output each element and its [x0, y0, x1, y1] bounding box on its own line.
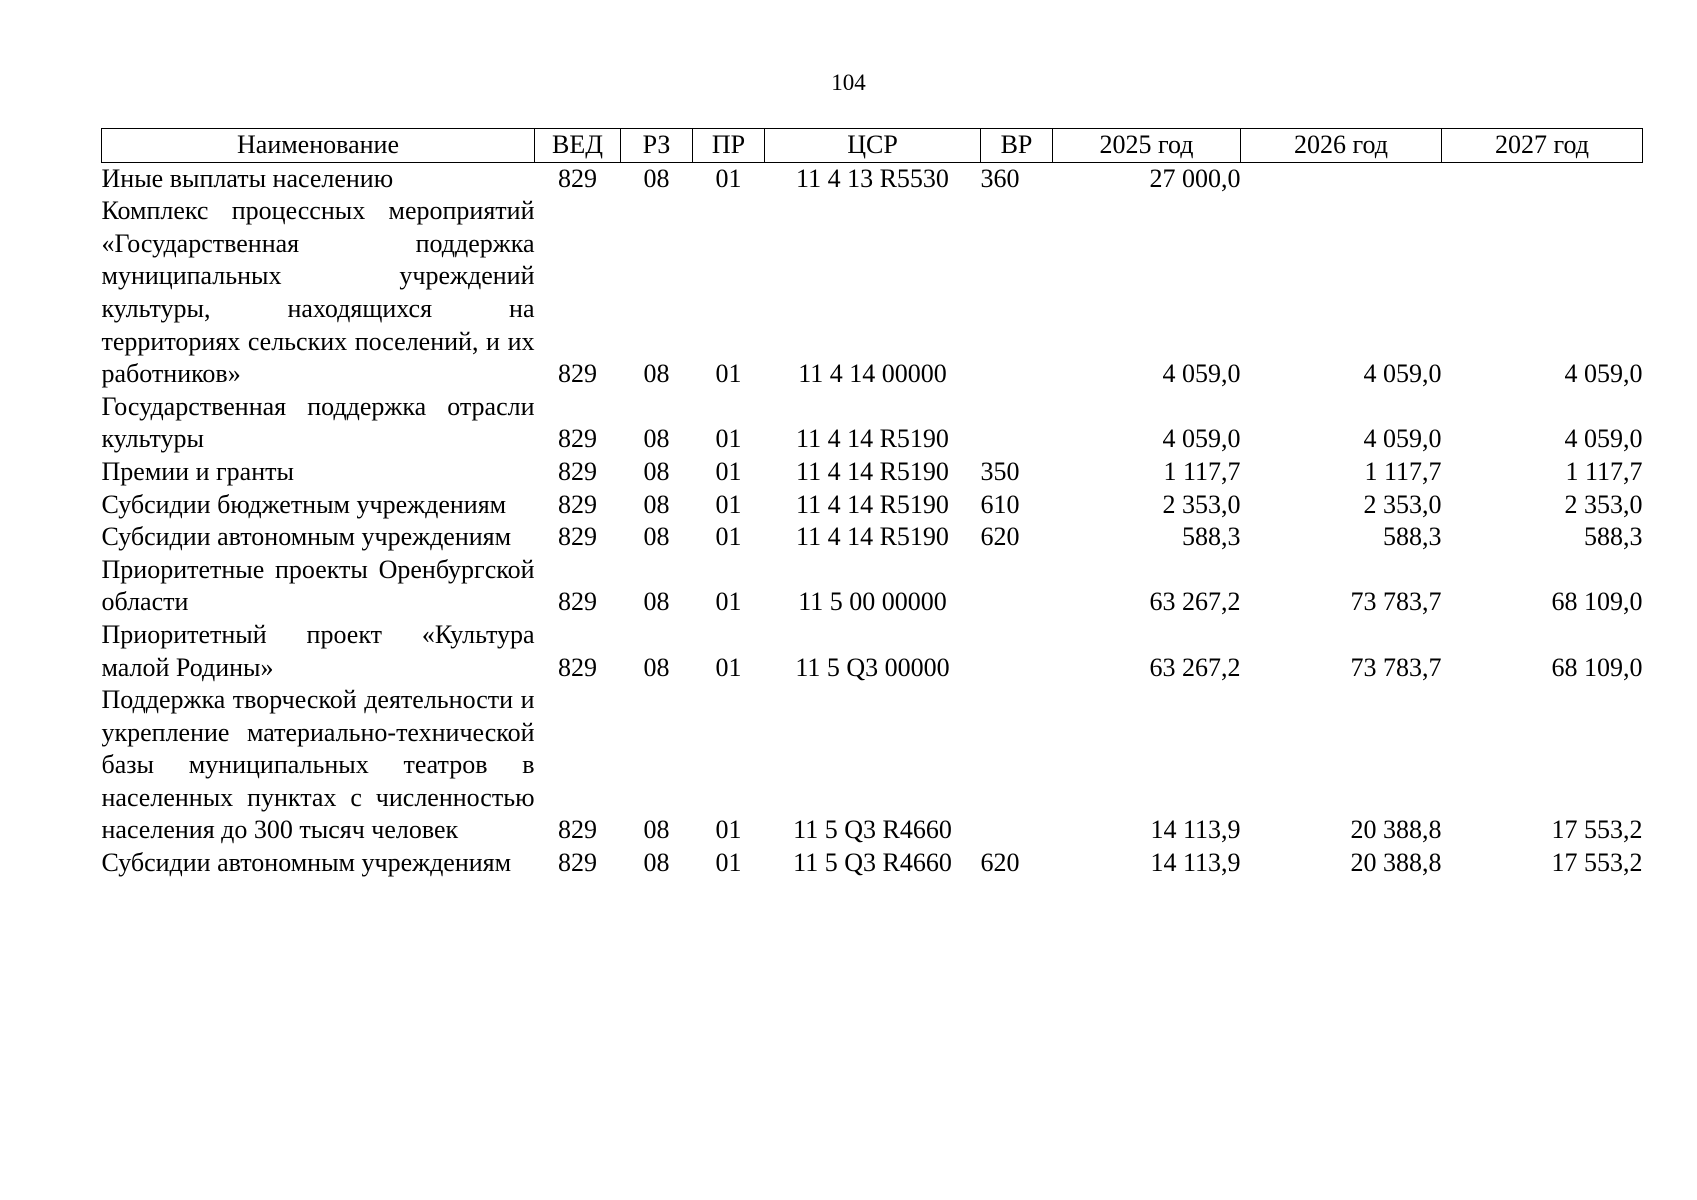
row-2025: 4 059,0 [1162, 424, 1241, 454]
row-2026 [1241, 162, 1442, 195]
table-row [102, 619, 1643, 684]
row-2025: 27 000,0 [1149, 163, 1241, 193]
row-2026: 4 059,0 [1363, 424, 1442, 454]
row-rz: 08 [643, 359, 670, 389]
row-2025: 588,3 [1182, 522, 1241, 552]
header-2026: 2026 год [1241, 129, 1442, 163]
row-rz: 08 [643, 456, 670, 486]
table-row [102, 847, 1643, 880]
table-row [102, 554, 1643, 619]
row-csr: 11 4 14 00000 [798, 359, 947, 389]
row-name: Субсидии бюджетным учреждениям [101, 489, 507, 519]
row-2025: 2 353,0 [1162, 489, 1241, 519]
row-2027: 4 059,0 [1564, 359, 1643, 389]
row-ved: 829 [558, 848, 597, 878]
row-2027: 588,3 [1584, 522, 1643, 552]
header-rz: РЗ [621, 129, 693, 163]
row-rz: 08 [643, 163, 670, 193]
row-pr: 01 [715, 163, 742, 193]
budget-table [101, 128, 1643, 880]
row-csr: 11 4 14 R5190 [796, 489, 949, 519]
row-2025: 1 117,7 [1163, 456, 1241, 486]
row-name: Субсидии автономным учреждениям [101, 848, 512, 878]
header-2027: 2027 год [1442, 129, 1643, 163]
table-row [102, 391, 1643, 456]
row-2026: 588,3 [1383, 522, 1442, 552]
row-ved: 829 [558, 815, 597, 845]
row-ved: 829 [558, 424, 597, 454]
row-pr: 01 [715, 848, 742, 878]
row-rz: 08 [643, 587, 670, 617]
row-csr: 11 4 13 R5530 [796, 163, 949, 193]
row-2025: 14 113,9 [1150, 815, 1241, 845]
table-row [102, 489, 1643, 522]
row-ved: 829 [558, 163, 597, 193]
row-pr: 01 [715, 489, 742, 519]
row-ved: 829 [558, 489, 597, 519]
row-pr: 01 [715, 424, 742, 454]
row-vr: 610 [980, 489, 1020, 519]
header-vr: ВР [981, 129, 1053, 163]
row-name: Приоритетный проект «Культура малой Родины» [101, 619, 535, 682]
row-csr: 11 4 14 R5190 [796, 522, 949, 552]
row-pr: 01 [715, 587, 742, 617]
row-2026: 20 388,8 [1350, 815, 1442, 845]
row-2025: 14 113,9 [1150, 848, 1241, 878]
row-2027: 1 117,7 [1565, 456, 1643, 486]
row-pr: 01 [715, 815, 742, 845]
header-pr: ПР [693, 129, 765, 163]
row-rz: 08 [643, 489, 670, 519]
row-name: Премии и гранты [101, 456, 294, 486]
row-pr: 01 [715, 359, 742, 389]
table-row [102, 684, 1643, 847]
row-name: Государственная поддержка отрасли культуры [101, 391, 535, 454]
row-rz: 08 [643, 815, 670, 845]
row-2025: 4 059,0 [1162, 359, 1241, 389]
row-name: Поддержка творческой деятельности и укрепление материально-технической базы муниципальных театров в населенных пунктах с численностью населения до 300 тысяч человек [101, 685, 535, 845]
row-csr: 11 4 14 R5190 [796, 424, 949, 454]
row-vr [981, 195, 1053, 391]
page-number: 104 [831, 70, 866, 95]
row-csr: 11 5 Q3 R4660 [793, 848, 952, 878]
row-name: Комплекс процессных мероприятий «Государственная поддержка муниципальных учреждений культуры, находящихся на территориях сельских поселений, и их работников» [101, 196, 535, 389]
row-2026: 73 783,7 [1350, 652, 1442, 682]
row-rz: 08 [643, 652, 670, 682]
row-2026: 2 353,0 [1363, 489, 1442, 519]
row-pr: 01 [715, 522, 742, 552]
table-row [102, 456, 1643, 489]
row-ved: 829 [558, 587, 597, 617]
row-csr: 11 5 00 00000 [798, 587, 947, 617]
row-2027: 17 553,2 [1551, 815, 1643, 845]
table-row [102, 521, 1643, 554]
row-vr [981, 619, 1053, 684]
header-csr: ЦСР [765, 129, 981, 163]
row-name: Приоритетные проекты Оренбургской области [101, 554, 535, 617]
table-header-row [102, 129, 1643, 163]
row-rz: 08 [643, 522, 670, 552]
header-name: Наименование [102, 129, 535, 163]
row-ved: 829 [558, 652, 597, 682]
row-csr: 11 5 Q3 00000 [795, 652, 950, 682]
row-2026: 4 059,0 [1363, 359, 1442, 389]
row-vr [981, 684, 1053, 847]
row-rz: 08 [643, 424, 670, 454]
row-2025: 63 267,2 [1149, 587, 1241, 617]
row-pr: 01 [715, 652, 742, 682]
row-name: Иные выплаты населению [101, 163, 394, 193]
row-name: Субсидии автономным учреждениям [101, 522, 512, 552]
row-2027: 2 353,0 [1564, 489, 1643, 519]
row-vr: 350 [980, 456, 1020, 486]
row-2027: 4 059,0 [1564, 424, 1643, 454]
row-2026: 1 117,7 [1364, 456, 1442, 486]
row-vr: 620 [980, 848, 1020, 878]
table-row [102, 195, 1643, 391]
row-vr [981, 391, 1053, 456]
row-vr: 360 [980, 163, 1020, 193]
row-2026: 20 388,8 [1350, 848, 1442, 878]
row-ved: 829 [558, 359, 597, 389]
row-ved: 829 [558, 456, 597, 486]
row-vr: 620 [980, 522, 1020, 552]
row-csr: 11 5 Q3 R4660 [793, 815, 952, 845]
row-pr: 01 [715, 456, 742, 486]
row-2027: 68 109,0 [1551, 652, 1643, 682]
row-2027: 68 109,0 [1551, 587, 1643, 617]
row-2025: 63 267,2 [1149, 652, 1241, 682]
row-2026: 73 783,7 [1350, 587, 1442, 617]
row-2027: 17 553,2 [1551, 848, 1643, 878]
header-ved: ВЕД [535, 129, 621, 163]
header-2025: 2025 год [1053, 129, 1241, 163]
row-ved: 829 [558, 522, 597, 552]
row-rz: 08 [643, 848, 670, 878]
row-csr: 11 4 14 R5190 [796, 456, 949, 486]
row-vr [981, 554, 1053, 619]
row-2027 [1442, 162, 1643, 195]
table-row [102, 162, 1643, 195]
